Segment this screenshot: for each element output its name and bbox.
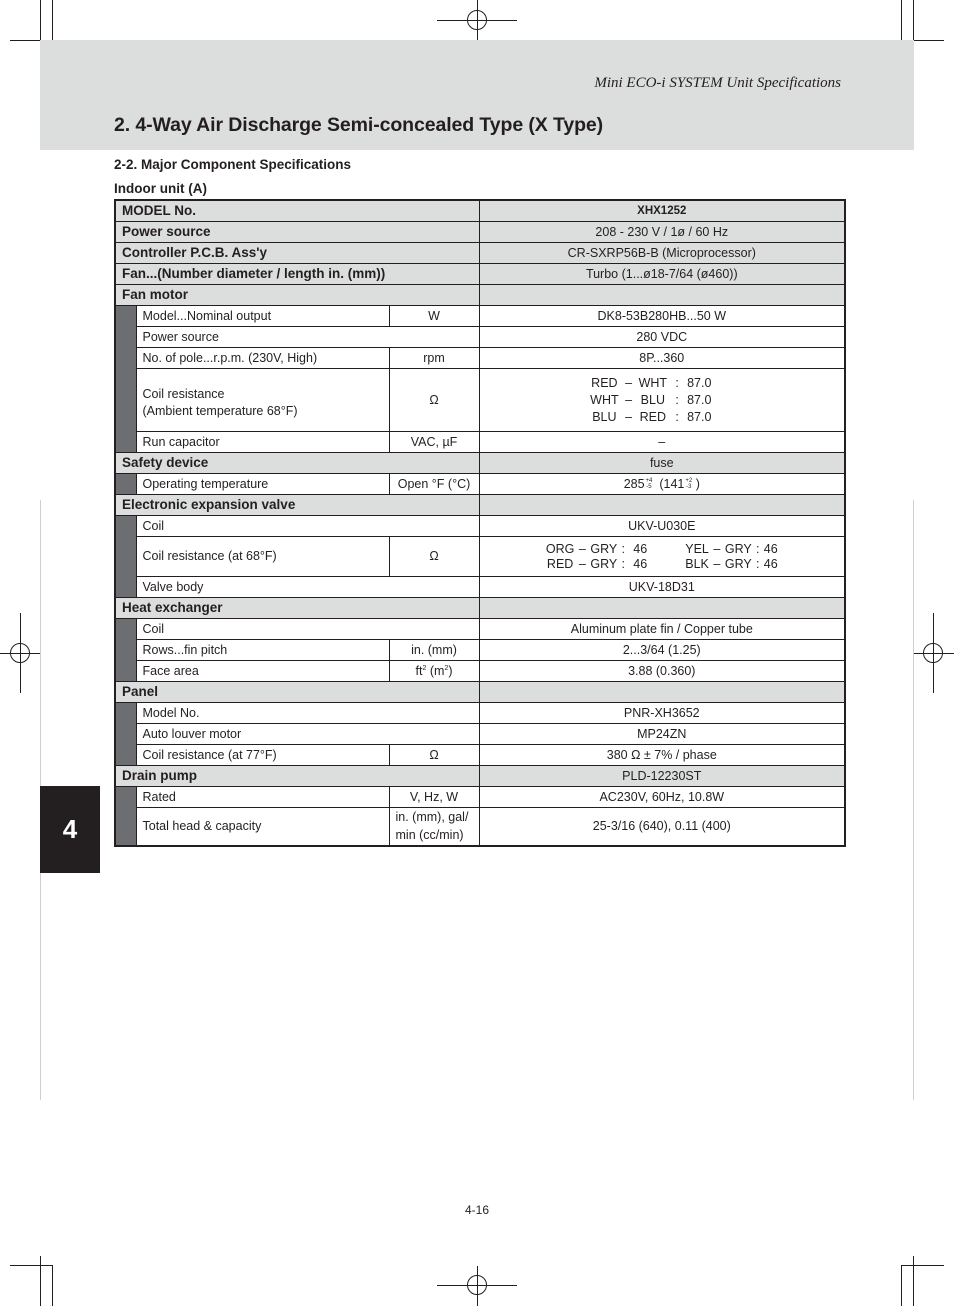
ohm: 46 [763,541,778,556]
group-bar [115,305,136,452]
hx-coil-label: Coil [136,618,479,639]
table-row-fan [115,263,845,284]
coil-wire-b: RED [639,409,667,424]
evv-resistance-grid [486,542,839,571]
wire: GRY [724,541,752,556]
panel-model-value: PNR-XH3652 [479,702,845,723]
table-row [115,807,845,846]
fan-motor-power-label: Power source [136,326,479,347]
panel-res-unit: Ω [389,744,479,765]
coil-wire-a: BLU [592,409,617,424]
wire: BLK [685,556,709,571]
drain-rated-label: Rated [136,786,389,807]
fan-motor-capacitor-label: Run capacitor [136,431,389,452]
fan-motor-label: Fan motor [115,284,479,305]
op-temp-c-close: ) [695,476,700,491]
table-row-fan-motor [115,284,845,305]
coil-ohm: 87.0 [687,392,712,407]
heat-exchanger-value [479,597,845,618]
panel-res-value: 380 Ω ± 7% / phase [479,744,845,765]
drain-head-label: Total head & capacity [136,807,389,846]
table-row [115,702,845,723]
safety-label: Safety device [115,452,479,473]
ohm: 46 [633,541,648,556]
fan-motor-coil-values [479,368,845,431]
fan-motor-value [479,284,845,305]
evv-label: Electronic expansion valve [115,494,479,515]
group-bar [115,515,136,597]
group-bar [115,786,136,846]
panel-louver-label: Auto louver motor [136,723,479,744]
panel-res-label: Coil resistance (at 77°F) [136,744,389,765]
header-subtitle: Mini ECO-i SYSTEM Unit Specifications [594,75,841,91]
dash: – [625,392,633,407]
colon: : [675,392,679,407]
table-row [115,744,845,765]
table-row [115,515,845,536]
power-source-label: Power source [115,221,479,242]
hx-face-label: Face area [136,660,389,681]
panel-model-label: Model No. [136,702,479,723]
dash: – [713,541,721,556]
safety-value: fuse [479,452,845,473]
wire: GRY [724,556,752,571]
spec-table [114,199,846,847]
crop-mark-top-left-v2 [52,0,53,40]
table-row-drain-pump [115,765,845,786]
fan-label: Fan...(Number diameter / length in. (mm)) [115,263,479,284]
evv-res-unit: Ω [389,536,479,576]
table-row-evv [115,494,845,515]
hx-face-unit: $ft^2$ $(m^2)$ [389,660,479,681]
drain-rated-unit: V, Hz, W [389,786,479,807]
hx-face-value: 3.88 (0.360) [479,660,845,681]
table-row [115,347,845,368]
drain-rated-value: AC230V, 60Hz, 10.8W [479,786,845,807]
head-unit-line-2: min (cc/min) [395,828,464,843]
table-row [115,305,845,326]
table-row-heat-exchanger [115,597,845,618]
drain-pump-label: Drain pump [115,765,479,786]
colon: : [675,409,679,424]
evv-body-value: UKV-18D31 [479,576,845,597]
crop-mark-bottom-left-v2 [52,1265,53,1306]
coil-wire-b: BLU [640,392,665,407]
ohm: 46 [633,556,648,571]
table-row-controller [115,242,845,263]
wire: GRY [590,556,618,571]
dash: – [625,375,633,390]
op-temp-c-tolerance: +2 -3 [685,478,693,491]
op-temp-f: 285 [623,476,645,491]
fan-value: Turbo (1...ø18-7/64 (ø460)) [479,263,845,284]
evv-coil-label: Coil [136,515,479,536]
fan-motor-coil-label [136,368,389,431]
table-row-model [115,200,845,221]
hx-rows-value: 2...3/64 (1.25) [479,639,845,660]
coil-wire-b: WHT [638,375,668,390]
evv-res-label: Coil resistance (at 68°F) [136,536,389,576]
table-row [115,431,845,452]
crop-mark-bottom-left-v [40,1256,41,1306]
fan-motor-model-label: Model...Nominal output [136,305,389,326]
colon: : [675,375,679,390]
colon: : [621,556,625,571]
sub-heading: Indoor unit (A) [114,181,207,196]
drain-head-value: 25-3/16 (640), 0.11 (400) [479,807,845,846]
controller-value: CR-SXRP56B-B (Microprocessor) [479,242,845,263]
drain-head-unit [389,807,479,846]
panel-label: Panel [115,681,479,702]
table-row-panel [115,681,845,702]
crop-mark-top-right-v2 [901,0,902,40]
table-row [115,618,845,639]
heat-exchanger-label: Heat exchanger [115,597,479,618]
crop-mark-bottom-right-v2 [901,1265,902,1306]
table-row-power-source [115,221,845,242]
table-row [115,326,845,347]
safety-op-temp-value [479,473,845,494]
fan-motor-poles-unit: rpm [389,347,479,368]
fan-motor-capacitor-unit: VAC, µF [389,431,479,452]
wire: ORG [545,541,575,556]
crop-mark-bottom-right-h [902,1265,944,1266]
table-row [115,639,845,660]
dash: – [713,556,721,571]
controller-label: Controller P.C.B. Ass'y [115,242,479,263]
table-row [115,660,845,681]
hx-coil-value: Aluminum plate fin / Copper tube [479,618,845,639]
colon: : [756,541,760,556]
wire: YEL [685,541,709,556]
colon: : [621,541,625,556]
panel-louver-value: MP24ZN [479,723,845,744]
evv-res-values [479,536,845,576]
coil-ohm: 87.0 [687,409,712,424]
model-value: XHX1252 [479,200,845,221]
coil-ohm: 87.0 [687,375,712,390]
op-temp-f-tolerance: +4 -5 [645,478,653,491]
fan-motor-poles-value: 8P...360 [479,347,845,368]
chapter-tab: 4 [40,786,100,873]
dash: – [578,556,586,571]
coil-resistance-grid [486,376,839,424]
table-row [115,473,845,494]
colon: : [756,556,760,571]
table-row-safety [115,452,845,473]
fan-motor-model-value: DK8-53B280HB...50 W [479,305,845,326]
table-row [115,786,845,807]
coil-label-line-1: Coil resistance [142,387,225,401]
head-unit-line-1: in. (mm), gal/ [395,810,469,825]
page-title: 2. 4-Way Air Discharge Semi-concealed Type (X Type) [114,114,604,136]
crop-mark-bottom-right-v [913,1256,914,1306]
panel-value [479,681,845,702]
dash: – [625,409,633,424]
fan-motor-coil-unit: Ω [389,368,479,431]
evv-coil-value: UKV-U030E [479,515,845,536]
safety-op-temp-unit: Open °F (°C) [389,473,479,494]
fan-motor-model-unit: W [389,305,479,326]
wire: GRY [590,541,618,556]
crop-mark-bottom-left-h [10,1265,52,1266]
hx-rows-label: Rows...fin pitch [136,639,389,660]
hx-rows-unit: in. (mm) [389,639,479,660]
fan-motor-power-value: 280 VDC [479,326,845,347]
table-row [115,536,845,576]
op-temp-c: (141 [659,476,685,491]
model-label: MODEL No. [115,200,479,221]
coil-wire-a: WHT [590,392,619,407]
power-source-value: 208 - 230 V / 1ø / 60 Hz [479,221,845,242]
table-row [115,723,845,744]
group-bar [115,473,136,494]
ohm: 46 [763,556,778,571]
drain-pump-value: PLD-12230ST [479,765,845,786]
wire: RED [546,556,574,571]
evv-body-label: Valve body [136,576,479,597]
safety-op-temp-label: Operating temperature [136,473,389,494]
table-row [115,368,845,431]
fan-motor-poles-label: No. of pole...r.p.m. (230V, High) [136,347,389,368]
table-row [115,576,845,597]
group-bar [115,702,136,765]
group-bar [115,618,136,681]
coil-label-line-2: (Ambient temperature 68°F) [142,404,298,418]
section-heading: 2-2. Major Component Specifications [114,157,352,172]
evv-value [479,494,845,515]
side-guide-right [913,500,914,1100]
page-number: 4-16 [464,1203,490,1217]
fan-motor-capacitor-value: – [479,431,845,452]
coil-wire-a: RED [591,375,618,390]
dash: – [578,541,586,556]
